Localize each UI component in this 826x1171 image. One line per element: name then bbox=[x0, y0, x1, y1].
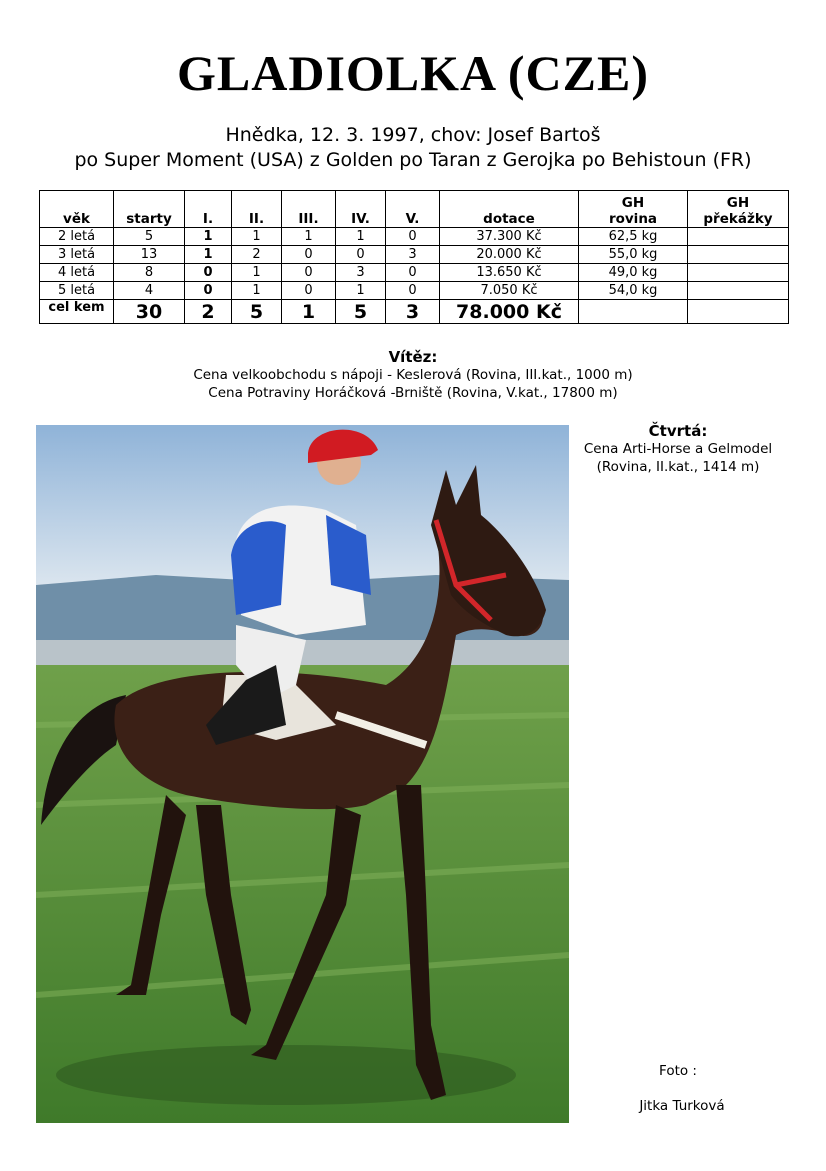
col-age: věk bbox=[40, 191, 114, 228]
fourth-heading: Čtvrtá: bbox=[648, 422, 708, 440]
table-row: 4 letá 8 0 1 0 3 0 13.650 Kč 49,0 kg bbox=[40, 264, 789, 282]
table-row: 3 letá 13 1 2 0 0 3 20.000 Kč 55,0 kg bbox=[40, 246, 789, 264]
col-third: III. bbox=[282, 191, 336, 228]
col-first: I. bbox=[185, 191, 232, 228]
table-header-row bbox=[40, 191, 789, 228]
col-gh-jump: GH překážky bbox=[688, 191, 789, 228]
winner-race-2: Cena Potraviny Horáčková -Brniště (Rovina, V.kat., 17800 m) bbox=[208, 385, 618, 401]
col-second: II. bbox=[232, 191, 282, 228]
race-record-table bbox=[39, 190, 789, 324]
horse-photo bbox=[36, 425, 569, 1123]
table-total-row: cel kem 30 2 5 1 5 3 78.000 Kč bbox=[40, 300, 789, 324]
col-starts: starty bbox=[114, 191, 185, 228]
table-row: 5 letá 4 0 1 0 1 0 7.050 Kč 54,0 kg bbox=[40, 282, 789, 300]
col-fifth: V. bbox=[386, 191, 440, 228]
col-gh-flat: GH rovina bbox=[579, 191, 688, 228]
photo-credit-name: Jitka Turková bbox=[639, 1098, 725, 1114]
table-row: 2 letá 5 1 1 1 1 0 37.300 Kč 62,5 kg bbox=[40, 228, 789, 246]
horse-name-title: GLADIOLKA (CZE) bbox=[176, 45, 649, 101]
fourth-race-line1: Cena Arti-Horse a Gelmodel bbox=[583, 441, 773, 457]
col-prize: dotace bbox=[440, 191, 579, 228]
horse-details: Hnědka, 12. 3. 1997, chov: Josef Bartoš bbox=[225, 124, 601, 146]
pedigree-line: po Super Moment (USA) z Golden po Taran z Gerojka po Behistoun (FR) bbox=[74, 149, 752, 171]
winner-race-1: Cena velkoobchodu s nápoji - Keslerová (Rovina, III.kat., 1000 m) bbox=[193, 367, 633, 383]
col-fourth: IV. bbox=[336, 191, 386, 228]
winner-heading: Vítěz: bbox=[388, 348, 438, 366]
photo-credit-label: Foto : bbox=[659, 1063, 697, 1079]
fourth-race-line2: (Rovina, II.kat., 1414 m) bbox=[596, 459, 760, 475]
